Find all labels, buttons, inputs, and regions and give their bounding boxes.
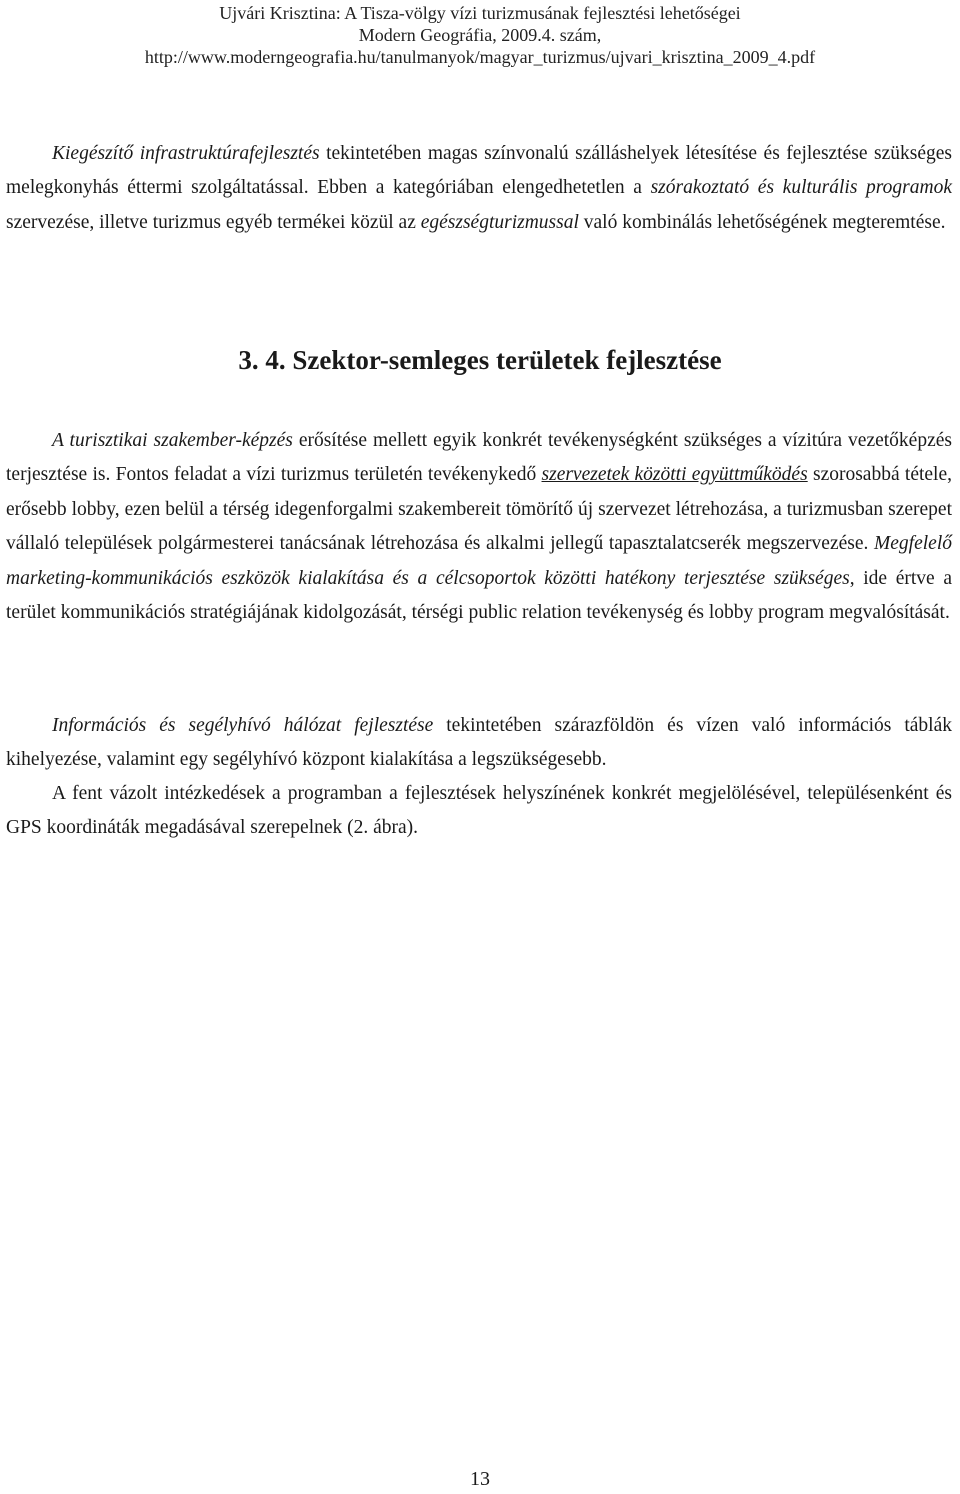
page-number: 13	[470, 1468, 490, 1490]
term-information-network: Információs és segélyhívó hálózat fejlesztése	[52, 715, 434, 736]
paragraph-text: , ide értve a terület kommunikációs stratégiájának kidolgozását, térségi public relation tevékenység és lobby program megvalósítását.	[6, 567, 953, 624]
term-health-tourism: egészségturizmussal	[420, 211, 579, 233]
paragraph-text: tekintetében magas színvonalú szálláshelyek létesítése és fejlesztése szükséges melegkonyhás éttermi szolgáltatással. Ebben a kategóriában elengedhetetlen a	[6, 143, 952, 199]
paragraph-text: szervezése, illetve turizmus egyéb termékei közül az	[6, 211, 421, 233]
header-article-title: Ujvári Krisztina: A Tisza-völgy vízi turizmusának fejlesztési lehetőségei	[219, 3, 741, 23]
paragraph-measures: A fent vázolt intézkedések a programban a fejlesztések helyszínének konkrét megjelölésével, településenként és GPS koordináták megadásával szerepelnek (2. ábra).	[6, 783, 952, 839]
paragraph-text: tekintetében szárazföldön és vízen való információs táblák kihelyezése, valamint egy segélyhívó központ kialakítása a legszükségesebb.	[6, 715, 952, 771]
page-header	[0, 2, 960, 68]
term-marketing: Megfelelő marketing-kommunikációs eszközök kialakítása és a célcsoportok közötti hatékony terjesztése szükséges	[6, 533, 952, 589]
paragraph-infrastructure	[6, 137, 952, 240]
term-training: A turisztikai szakember-képzés	[52, 430, 293, 451]
term-entertainment: szórakoztató és kulturális programok	[650, 177, 952, 199]
paragraph-text: erősítése mellett egyik konkrét tevékenységként szükséges a vízitúra vezetőképzés terjesztése is. Fontos feladat a vízi turizmus területén tevékenykedő	[6, 430, 952, 486]
term-cooperation: szervezetek közötti együttműködés	[541, 464, 808, 486]
header-url: http://www.moderngeografia.hu/tanulmanyok/magyar_turizmus/ujvari_krisztina_2009_4.pdf	[144, 47, 816, 67]
paragraph-sector-neutral	[6, 424, 952, 630]
term-infrastructure: Kiegészítő infrastruktúrafejlesztés	[52, 143, 320, 164]
paragraph-information-network	[6, 709, 952, 778]
header-journal: Modern Geográfia, 2009.4. szám,	[358, 25, 602, 45]
paragraph-text: való kombinálás lehetőségének megteremtése.	[578, 211, 946, 233]
section-heading: 3. 4. Szektor-semleges területek fejlesztése	[238, 345, 722, 375]
paragraph-text: szorosabbá tétele, erősebb lobby, ezen belül a térség idegenforgalmi szakembereit tömörítő új szervezet létrehozása, a turizmusban szerepet vállaló települések polgármesterei tanácsának létrehozása és alkalmi jellegű tapasztalatcserék megszervezése.	[6, 464, 953, 555]
